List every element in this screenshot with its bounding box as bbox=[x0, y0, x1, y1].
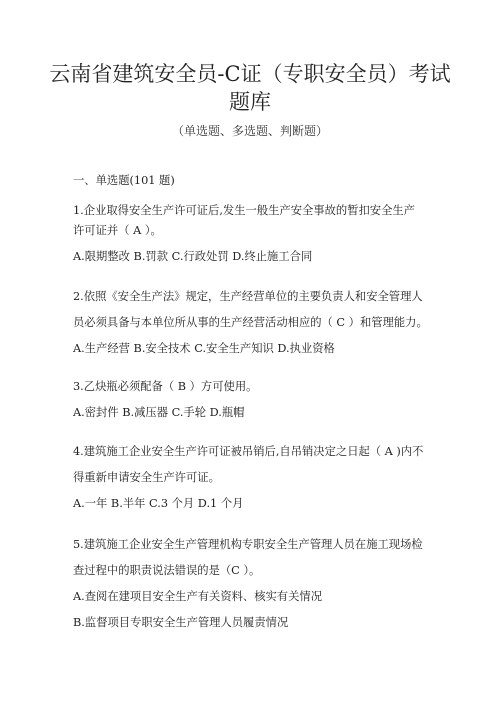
question-1-line-1: 1.企业取得安全生产许可证后,发生一般生产安全事故的暂扣安全生产 bbox=[73, 204, 415, 217]
question-4-line-1: 4.建筑施工企业安全生产许可证被吊销后,自吊销决定之日起（ A )内不 bbox=[73, 445, 424, 458]
question-4-line-2: 得重新申请安全生产许可证。 bbox=[73, 471, 220, 484]
question-5-line-2: 查过程中的职责说法错误的是（C ）。 bbox=[73, 564, 261, 577]
question-2-line-1: 2.依照《安全生产法》规定，生产经营单位的主要负责人和安全管理人 bbox=[73, 290, 423, 303]
question-1-options: A.限期整改 B.罚款 C.行政处罚 D.终止施工合同 bbox=[73, 250, 313, 263]
question-3-line-1: 3.乙炔瓶必须配备（ B ）方可使用。 bbox=[73, 380, 258, 393]
question-1-line-2: 许可证并（ A ）。 bbox=[73, 224, 162, 237]
question-3-options: A.密封件 B.减压器 C.手轮 D.瓶帽 bbox=[73, 406, 245, 419]
section-heading: 一、单选题(101 题) bbox=[73, 174, 175, 187]
doc-subtitle: （单选题、多选题、判断题） bbox=[171, 124, 328, 138]
doc-title-line1: 云南省建筑安全员-C证（专职安全员）考试 bbox=[49, 62, 451, 86]
question-4-options: A.一年 B.半年 C.3 个月 D.1 个月 bbox=[73, 497, 244, 510]
question-2-line-2: 员必须具备与本单位所从事的生产经营活动相应的（ C ）和管理能力。 bbox=[73, 316, 428, 329]
question-5-line-1: 5.建筑施工企业安全生产管理机构专职安全生产管理人员在施工现场检 bbox=[73, 538, 423, 551]
doc-title-line2: 题库 bbox=[229, 90, 271, 114]
question-5-option-a: A.查阅在建项目安全生产有关资料、核实有关情况 bbox=[73, 590, 322, 603]
question-2-options: A.生产经营 B.安全技术 C.安全生产知识 D.执业资格 bbox=[73, 342, 335, 355]
question-5-option-b: B.监督项目专职安全生产管理人员履责情况 bbox=[73, 616, 289, 629]
